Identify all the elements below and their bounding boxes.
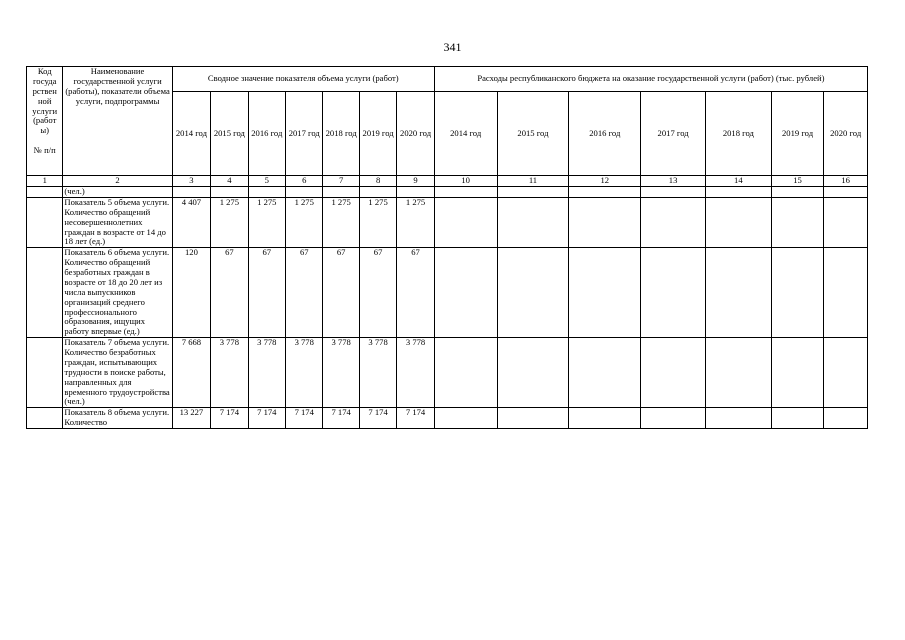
code-header-line: рствен [32,85,57,96]
volume-value: 7 174 [248,408,285,429]
volume-value: 1 275 [323,197,359,247]
volume-value: 3 778 [397,338,434,408]
expense-value [497,197,569,247]
volume-value: 3 778 [248,338,285,408]
column-number: 2 [63,176,172,187]
code-header-line: № п/п [33,145,56,155]
year-header-volume: 2014 год [172,92,210,176]
column-number: 14 [705,176,771,187]
volume-value: 7 174 [323,408,359,429]
volume-value: 7 174 [286,408,323,429]
table-row [27,248,868,338]
volume-value: 67 [359,248,396,338]
expense-value [569,338,641,408]
volume-value: 3 778 [286,338,323,408]
volume-value: 1 275 [397,197,434,247]
expense-value [771,248,824,338]
volume-value: 7 174 [211,408,248,429]
volume-value: 1 275 [248,197,285,247]
expense-value [824,408,868,429]
group-header-expenses: Расходы республиканского бюджета на оказание государственной услуги (работ) (тыс. рублей) [434,67,867,92]
expense-value [771,187,824,198]
volume-value: 7 174 [397,408,434,429]
expense-value [641,197,706,247]
volume-value [248,187,285,198]
volume-value: 13 227 [172,408,210,429]
indicator-name: Показатель 6 объема услуги. Количество обращений безработных граждан в возрасте от 18 до 20 лет из числа выпускников организаций среднего профессионального образования, ищущих работу впервые (ед.) [63,248,172,338]
column-number: 15 [771,176,824,187]
expense-value [824,187,868,198]
code-cell [27,338,63,408]
column-number: 1 [27,176,63,187]
expense-value [824,338,868,408]
expense-value [641,187,706,198]
code-header-line: Код [37,66,52,76]
expense-value [434,338,497,408]
expense-value [434,187,497,198]
code-header-line: госуда [32,75,57,86]
code-cell [27,248,63,338]
expense-value [434,248,497,338]
indicator-name: Показатель 8 объема услуги. Количество [63,408,172,429]
table-row [27,338,868,408]
year-header-expenses: 2018 год [705,92,771,176]
expense-value [641,248,706,338]
expense-value [705,187,771,198]
expense-value [824,197,868,247]
year-header-volume: 2019 год [359,92,396,176]
volume-value: 67 [286,248,323,338]
volume-value: 67 [248,248,285,338]
expense-value [497,187,569,198]
year-header-expenses: 2015 год [497,92,569,176]
code-header-line: ной [37,95,52,106]
column-number: 8 [359,176,396,187]
expense-value [497,338,569,408]
year-header-expenses: 2014 год [434,92,497,176]
indicator-name: (чел.) [63,187,172,198]
column-number: 6 [286,176,323,187]
column-number: 5 [248,176,285,187]
volume-value [359,187,396,198]
table-row [27,197,868,247]
expense-value [569,197,641,247]
column-number: 3 [172,176,210,187]
volume-value: 67 [323,248,359,338]
column-number: 13 [641,176,706,187]
expense-value [705,197,771,247]
year-header-expenses: 2019 год [771,92,824,176]
volume-value: 67 [397,248,434,338]
expense-value [705,338,771,408]
column-number: 12 [569,176,641,187]
column-number: 9 [397,176,434,187]
column-number: 10 [434,176,497,187]
volume-value: 3 778 [359,338,396,408]
volume-value: 67 [211,248,248,338]
expense-value [497,408,569,429]
year-header-volume: 2020 год [397,92,434,176]
name-column-header: Наименование государственной услуги (работы), показатели объема услуги, подпрограммы [63,67,172,176]
expense-value [569,248,641,338]
indicator-name: Показатель 5 объема услуги. Количество обращений несовершеннолетних граждан в возрасте от 14 до 18 лет (ед.) [63,197,172,247]
table-row [27,187,868,198]
year-header-expenses: 2020 год [824,92,868,176]
code-cell [27,408,63,429]
expense-value [705,408,771,429]
expense-value [771,338,824,408]
indicator-name: Показатель 7 объема услуги. Количество безработных граждан, испытывающих трудности в поиске работы, направленных для временного трудоустройства (чел.) [63,338,172,408]
volume-value [323,187,359,198]
expense-value [434,408,497,429]
code-header-line: ы) [40,125,50,136]
expense-value [771,197,824,247]
volume-value: 7 174 [359,408,396,429]
column-number: 16 [824,176,868,187]
code-column-header [27,67,63,176]
expense-value [497,248,569,338]
volume-value [211,187,248,198]
expense-value [569,187,641,198]
year-header-volume: 2016 год [248,92,285,176]
volume-value: 1 275 [211,197,248,247]
volume-value: 4 407 [172,197,210,247]
volume-value: 3 778 [323,338,359,408]
expense-value [569,408,641,429]
code-header-line: (работ [33,115,57,126]
group-header-volume: Сводное значение показателя объема услуги (работ) [172,67,434,92]
page-number: 341 [443,40,462,54]
year-header-volume: 2015 год [211,92,248,176]
column-number: 4 [211,176,248,187]
code-cell [27,197,63,247]
volume-value [286,187,323,198]
code-header-line: услуги [32,105,58,116]
column-number: 11 [497,176,569,187]
volume-value [397,187,434,198]
volume-value: 1 275 [286,197,323,247]
table-row [27,408,868,429]
expense-value [771,408,824,429]
volume-value [172,187,210,198]
expense-value [641,338,706,408]
code-cell [27,187,63,198]
expense-value [434,197,497,247]
volume-value: 3 778 [211,338,248,408]
expense-value [641,408,706,429]
year-header-volume: 2017 год [286,92,323,176]
budget-table [26,66,868,429]
expense-value [705,248,771,338]
expense-value [824,248,868,338]
volume-value: 120 [172,248,210,338]
year-header-expenses: 2017 год [641,92,706,176]
volume-value: 7 668 [172,338,210,408]
volume-value: 1 275 [359,197,396,247]
year-header-expenses: 2016 год [569,92,641,176]
year-header-volume: 2018 год [323,92,359,176]
column-number: 7 [323,176,359,187]
